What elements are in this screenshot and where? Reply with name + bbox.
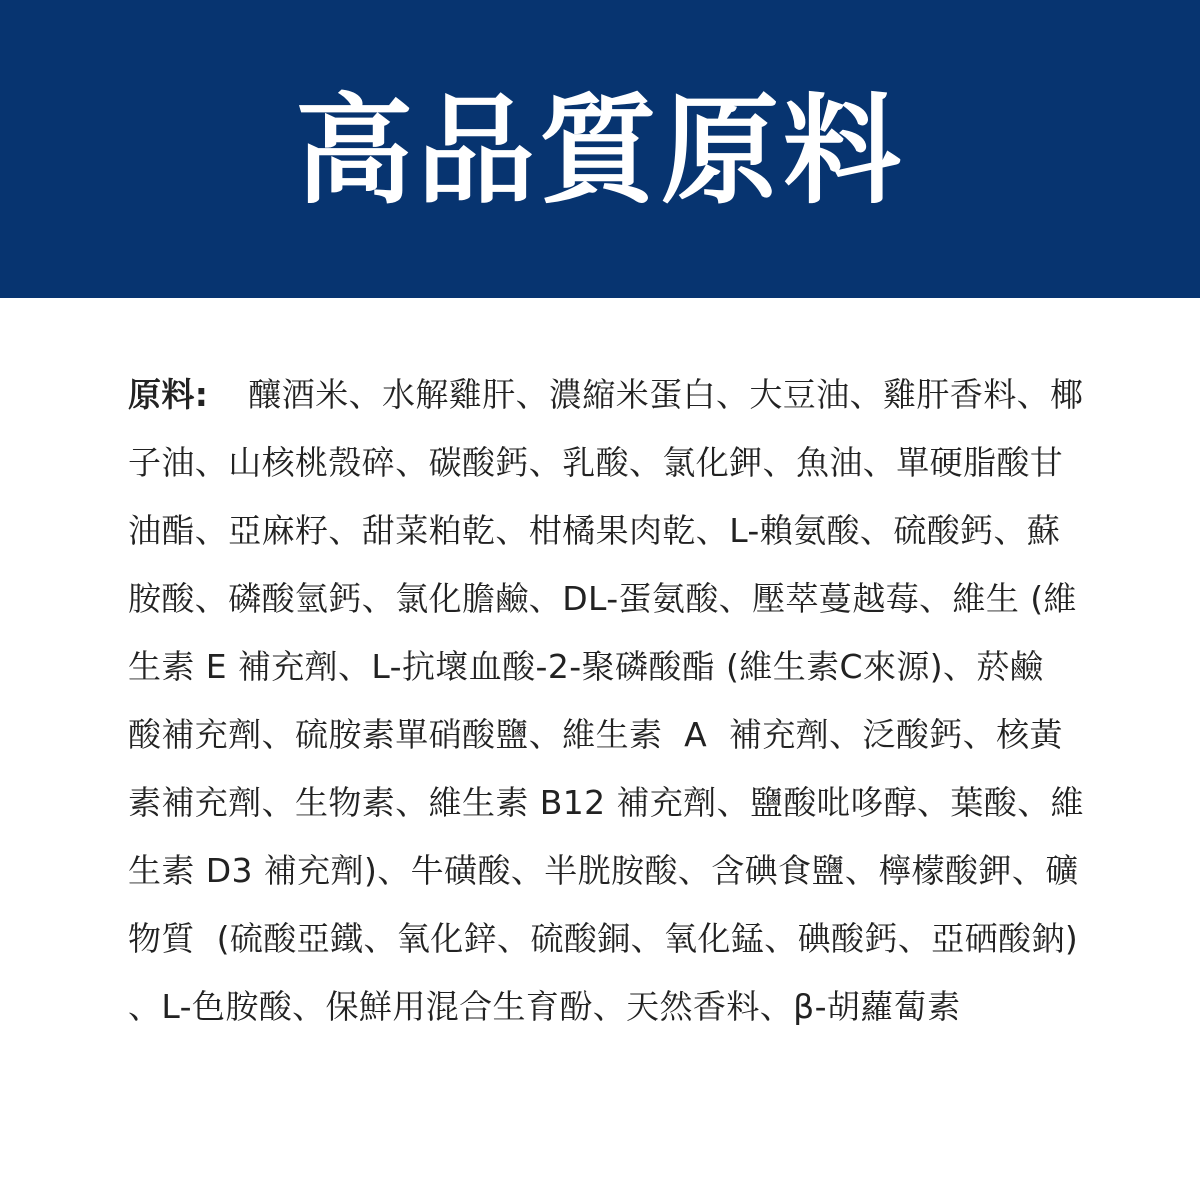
title-banner: [0, 0, 1200, 298]
ingredients-line-5: 生素 E 補充劑、L-抗壞血酸-2-聚磷酸酯 (維生素C來源)、菸鹼: [128, 647, 1044, 686]
ingredients-line-10: 、L-色胺酸、保鮮用混合生育酚、天然香料、β-胡蘿蔔素: [128, 987, 961, 1026]
page-title: 高品質原料: [294, 82, 905, 220]
ingredients-line-7: 素補充劑、生物素、維生素 B12 補充劑、鹽酸吡哆醇、葉酸、維: [128, 783, 1085, 822]
ingredients-line-6: 酸補充劑、硫胺素單硝酸鹽、維生素 A 補充劑、泛酸鈣、核黃: [128, 715, 1063, 754]
ingredients-line-2: 子油、山核桃殼碎、碳酸鈣、乳酸、氯化鉀、魚油、單硬脂酸甘: [128, 443, 1064, 482]
ingredients-line-9: 物質 (硫酸亞鐵、氧化鋅、硫酸銅、氧化錳、碘酸鈣、亞硒酸鈉): [128, 919, 1079, 958]
ingredients-line-3: 油酯、亞麻籽、甜菜粕乾、柑橘果肉乾、L-賴氨酸、硫酸鈣、蘇: [128, 511, 1061, 550]
ingredients-line-1: [128, 375, 1084, 446]
ingredients-text: [128, 375, 1085, 1058]
ingredients-line-8: 生素 D3 補充劑)、牛磺酸、半胱胺酸、含碘食鹽、檸檬酸鉀、礦: [128, 851, 1079, 890]
ingredients-label: 原料:: [128, 375, 209, 414]
ingredients-line-4: 胺酸、磷酸氫鈣、氯化膽鹼、DL-蛋氨酸、壓萃蔓越莓、維生 (維: [128, 579, 1077, 618]
ingredients-line-text: 釀酒米、水解雞肝、濃縮米蛋白、大豆油、雞肝香料、椰: [248, 375, 1084, 414]
ingredients-section: [128, 375, 1085, 1058]
